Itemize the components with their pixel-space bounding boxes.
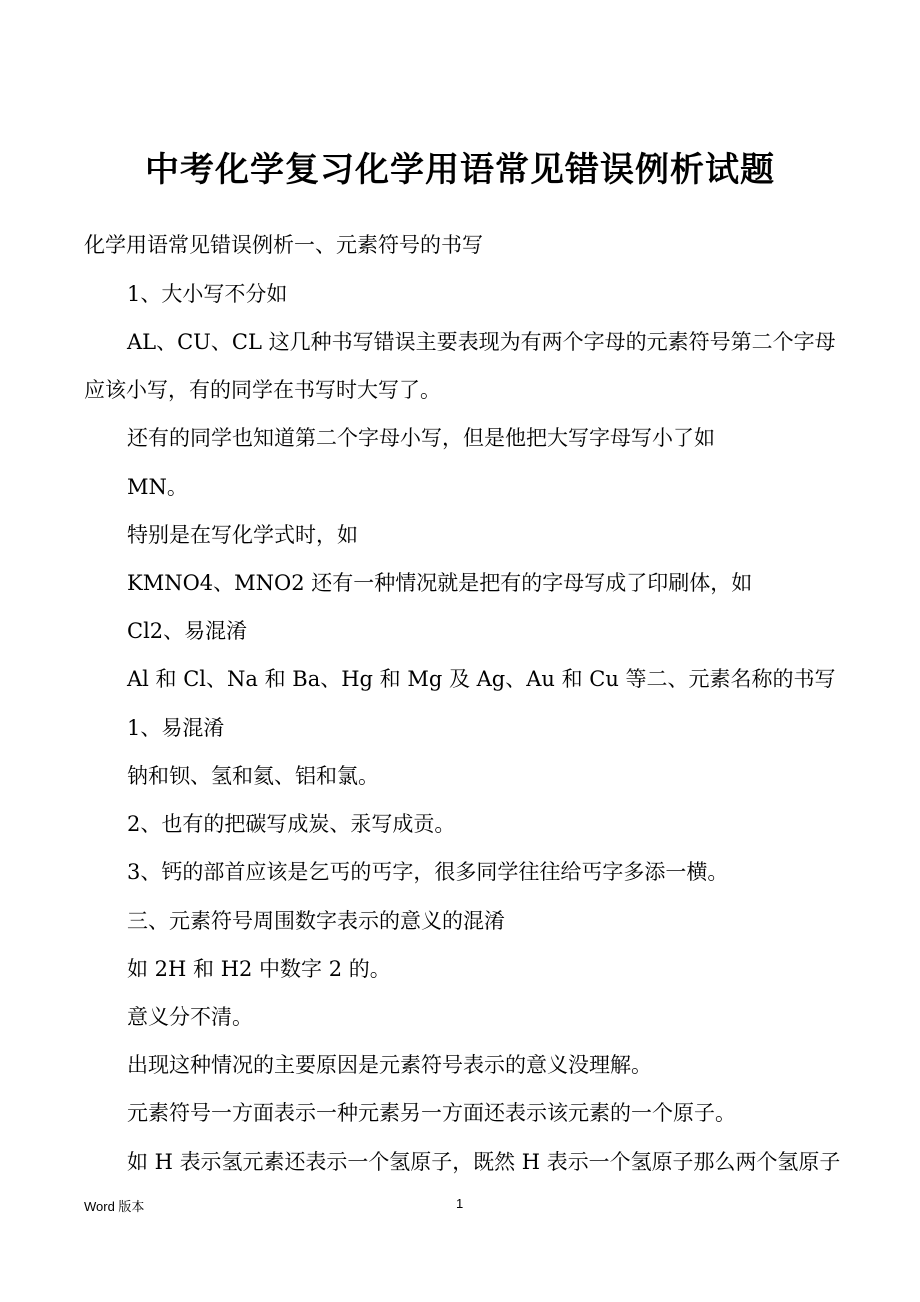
footer-version-label: Word 版本	[84, 1199, 145, 1214]
body-line: 应该小写，有的同学在书写时大写了。	[84, 378, 441, 402]
body-line: Al 和 Cl、Na 和 Ba、Hg 和 Mg 及 Ag、Au 和 Cu 等二、元素名称的书写	[127, 667, 836, 691]
body-line: 还有的同学也知道第二个字母小写，但是他把大写字母写小了如	[127, 426, 715, 450]
document-title: 中考化学复习化学用语常见错误例析试题	[145, 150, 775, 190]
body-line: 化学用语常见错误例析一、元素符号的书写	[84, 233, 483, 257]
body-line: 如 2H 和 H2 中数字 2 的。	[127, 957, 391, 981]
body-line: 1、大小写不分如	[127, 282, 288, 306]
body-line: 2、也有的把碳写成炭、汞写成贡。	[127, 812, 456, 836]
body-line: 如 H 表示氢元素还表示一个氢原子，既然 H 表示一个氢原子那么两个氢原子	[127, 1150, 841, 1174]
body-line: AL、CU、CL 这几种书写错误主要表现为有两个字母的元素符号第二个字母	[127, 330, 836, 354]
page-number: 1	[456, 1196, 464, 1211]
body-line: KMNO4、MNO2 还有一种情况就是把有的字母写成了印刷体，如	[127, 571, 753, 595]
body-line: 出现这种情况的主要原因是元素符号表示的意义没理解。	[127, 1053, 652, 1077]
body-line: 1、易混淆	[127, 716, 225, 740]
body-line: Cl2、易混淆	[127, 619, 248, 643]
body-line: 元素符号一方面表示一种元素另一方面还表示该元素的一个原子。	[127, 1101, 736, 1125]
body-line: MN。	[127, 475, 188, 499]
body-line: 三、元素符号周围数字表示的意义的混淆	[127, 909, 505, 933]
body-line: 3、钙的部首应该是乞丐的丐字，很多同学往往给丐字多添一横。	[127, 860, 729, 884]
body-line: 钠和钡、氢和氦、铝和氯。	[127, 764, 379, 788]
body-line: 特别是在写化学式时，如	[127, 523, 358, 547]
body-line: 意义分不清。	[127, 1005, 253, 1029]
